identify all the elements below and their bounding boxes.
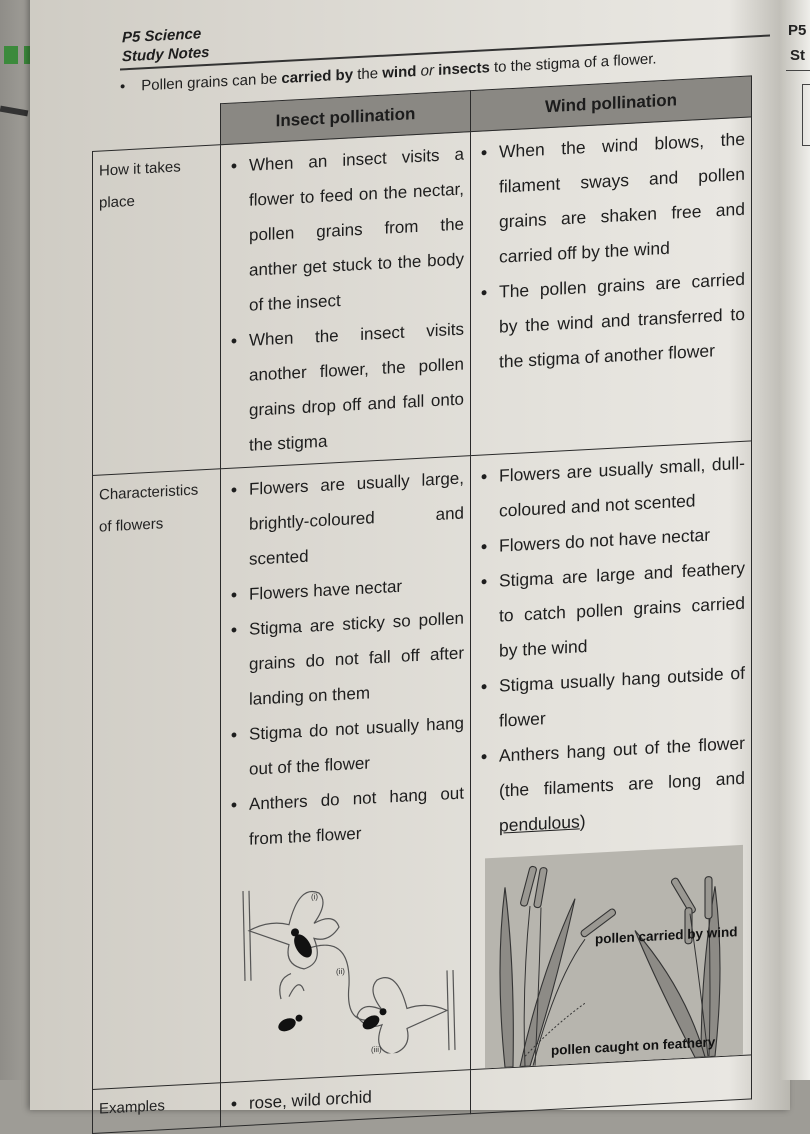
- column-header-wind: Wind pollination: [471, 76, 752, 132]
- next-page-header-1: P5: [788, 22, 807, 39]
- list-item: • Stigma usually hang outside of flower: [481, 656, 745, 740]
- next-page-table-edge: [802, 84, 810, 146]
- figure-label-iii: (iii): [371, 1044, 382, 1055]
- wind-figure-label-carried: pollen carried by wind: [595, 924, 738, 947]
- intro-bold: carried by: [281, 66, 354, 88]
- list-item: • Flowers do not have nectar: [481, 516, 745, 565]
- row-label-how: How it takes place: [93, 145, 221, 476]
- underlined-term: pendulous: [499, 811, 580, 836]
- wind-pollination-figure: [485, 845, 743, 1069]
- header-title: Study Notes: [122, 43, 210, 66]
- list-item: • Flowers have nectar: [231, 566, 464, 613]
- wind-figure-label-caught: pollen caught on feathery: [551, 1034, 716, 1058]
- insect-flower-illustration: [221, 849, 471, 1062]
- figure-label-i: (i): [311, 892, 319, 902]
- cell-insect-characteristics: [221, 456, 471, 1083]
- table-row: [93, 441, 752, 1090]
- list-item: • When an insect visits a flower to feed on the nectar, pollen grains from the anther get stuck to the body of the insect: [231, 137, 464, 324]
- bullet-icon: •: [120, 78, 126, 96]
- list-item: • Stigma are large and feathery to catch pollen grains carried by the wind: [481, 551, 745, 670]
- header-subject: P5 Science: [122, 25, 202, 47]
- list-item-tail: ): [579, 811, 586, 832]
- row-label-examples: Examples: [93, 1083, 221, 1134]
- list-item: • Flowers are usually large, brightly-coloured and scented: [231, 461, 464, 578]
- list-item: • rose, wild orchid: [231, 1075, 464, 1122]
- intro-bold: insects: [438, 59, 490, 79]
- cell-insect-how: [221, 132, 471, 469]
- column-header-insect: Insect pollination: [221, 91, 471, 145]
- cell-wind-how: [471, 117, 752, 456]
- page-header: [122, 24, 210, 67]
- list-item: • Flowers are usually small, dull-coloured and not scented: [481, 446, 745, 530]
- list-item-text: Anthers hang out of the flower (the filaments are long and: [499, 732, 745, 801]
- list-item: [481, 726, 745, 845]
- list-item: • Anthers do not hang out from the flower: [231, 776, 464, 858]
- insect-pollination-figure: [221, 849, 470, 1062]
- intro-text: the: [353, 64, 383, 84]
- study-notes-sheet: [92, 0, 792, 1118]
- row-label-characteristics: Characteristics of flowers: [93, 469, 221, 1090]
- green-tab-decoration: [4, 46, 18, 64]
- cell-wind-characteristics: [471, 441, 752, 1070]
- pollination-table: [92, 75, 752, 1134]
- intro-text: Pollen grains can be: [141, 70, 282, 95]
- next-page-header-2: St: [790, 47, 805, 64]
- figure-label-ii: (ii): [336, 966, 345, 977]
- intro-text: to the stigma of a flower.: [489, 50, 657, 77]
- intro-italic: or: [416, 61, 439, 80]
- list-item: • The pollen grains are carried by the wind and transferred to the stigma of another flower: [481, 262, 745, 381]
- dark-edge-decoration: [0, 106, 28, 117]
- list-item: • When the insect visits another flower, the pollen grains drop off and fall onto the stigma: [231, 312, 464, 464]
- list-item: • Stigma are sticky so pollen grains do not fall off after landing on them: [231, 601, 464, 718]
- list-item: • Stigma do not usually hang out of the flower: [231, 706, 464, 788]
- intro-bold: wind: [382, 62, 417, 82]
- table-row: [93, 117, 752, 476]
- list-item: • When the wind blows, the filament sways and pollen grains are shaken free and carried off by the wind: [481, 122, 745, 276]
- header-blank: [93, 104, 221, 152]
